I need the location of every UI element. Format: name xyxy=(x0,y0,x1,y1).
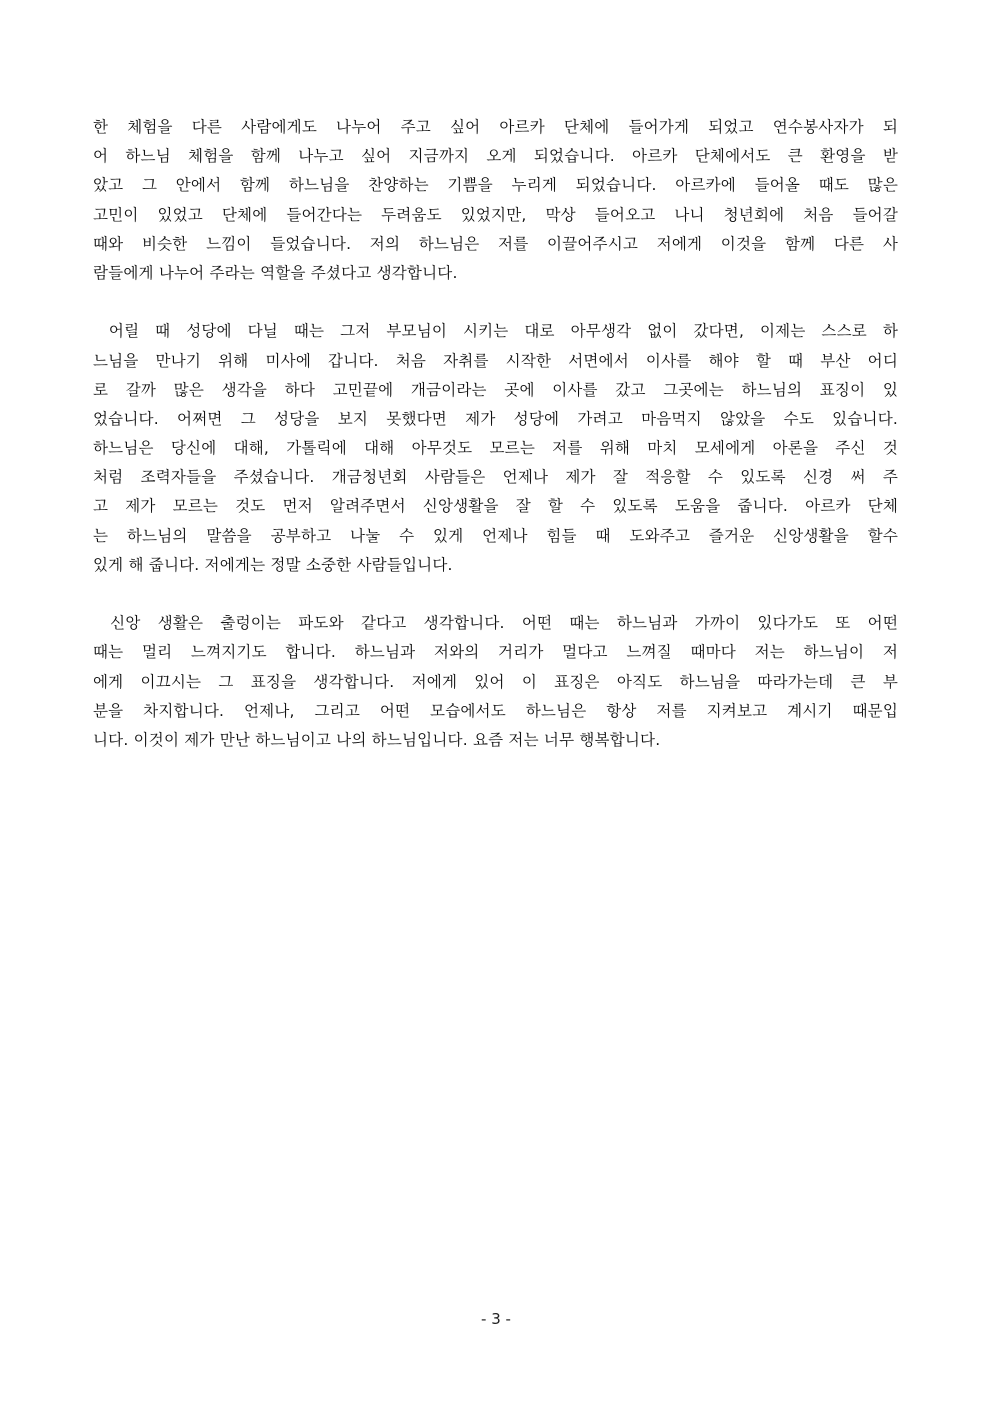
text-line: 어릴 때 성당에 다닐 때는 그저 부모님이 시키는 대로 아무생각 없이 갔다면, 이제는 스스로 하 xyxy=(93,322,898,341)
page-number: - 3 - xyxy=(481,1310,511,1328)
text-line: 에게 이끄시는 그 표징을 생각합니다. 저에게 있어 이 표징은 아직도 하느님을 따라가는데 큰 부 xyxy=(93,672,898,691)
text-line: 신앙 생활은 출렁이는 파도와 같다고 생각합니다. 어떤 때는 하느님과 가까이 있다가도 또 어떤 xyxy=(93,614,898,633)
text-line: 로 갈까 많은 생각을 하다 고민끝에 개금이라는 곳에 이사를 갔고 그곳에는 하느님의 표징이 있 xyxy=(93,380,898,399)
text-line: 때는 멀리 느껴지기도 합니다. 하느님과 저와의 거리가 멀다고 느껴질 때마다 저는 하느님이 저 xyxy=(93,643,898,662)
text-line: 어 하느님 체험을 함께 나누고 싶어 지금까지 오게 되었습니다. 아르카 단체에서도 큰 환영을 받 xyxy=(93,147,898,166)
paragraph-spacer xyxy=(93,288,898,317)
paragraph-spacer xyxy=(93,580,898,609)
text-line: 고 제가 모르는 것도 먼저 알려주면서 신앙생활을 잘 할 수 있도록 도움을 줍니다. 아르카 단체 xyxy=(93,497,898,516)
text-line: 람들에게 나누어 주라는 역할을 주셨다고 생각합니다. xyxy=(93,263,458,282)
text-line: 는 하느님의 말씀을 공부하고 나눌 수 있게 언제나 힘들 때 도와주고 즐거운 신앙생활을 할수 xyxy=(93,526,898,545)
text-line: 분을 차지합니다. 언제나, 그리고 어떤 모습에서도 하느님은 항상 저를 지켜보고 계시기 때문입 xyxy=(93,701,898,720)
text-line: 한 체험을 다른 사람에게도 나누어 주고 싶어 아르카 단체에 들어가게 되었고 연수봉사자가 되 xyxy=(93,118,898,136)
text-line: 었습니다. 어쩌면 그 성당을 보지 못했다면 제가 성당에 가려고 마음먹지 않았을 수도 있습니다. xyxy=(93,409,898,428)
text-line: 하느님은 당신에 대해, 가톨릭에 대해 아무것도 모르는 저를 위해 마치 모세에게 아론을 주신 것 xyxy=(93,439,898,458)
text-line: 처럼 조력자들을 주셨습니다. 개금청년회 사람들은 언제나 제가 잘 적응할 수 있도록 신경 써 주 xyxy=(93,468,898,487)
paragraph xyxy=(93,113,898,288)
body-text xyxy=(93,113,898,755)
paragraph xyxy=(93,317,898,580)
text-line: 있게 해 줍니다. 저에게는 정말 소중한 사람들입니다. xyxy=(93,555,453,574)
text-line: 고민이 있었고 단체에 들어간다는 두려움도 있었지만, 막상 들어오고 나니 청년회에 처음 들어갈 xyxy=(93,205,898,224)
text-line: 았고 그 안에서 함께 하느님을 찬양하는 기쁨을 누리게 되었습니다. 아르카에 들어올 때도 많은 xyxy=(93,176,898,195)
text-line: 느님을 만나기 위해 미사에 갑니다. 처음 자취를 시작한 서면에서 이사를 해야 할 때 부산 어디 xyxy=(93,351,898,370)
text-line: 때와 비슷한 느낌이 들었습니다. 저의 하느님은 저를 이끌어주시고 저에게 이것을 함께 다른 사 xyxy=(93,234,898,253)
paragraph xyxy=(93,609,898,755)
text-line: 니다. 이것이 제가 만난 하느님이고 나의 하느님입니다. 요즘 저는 너무 행복합니다. xyxy=(93,730,661,749)
